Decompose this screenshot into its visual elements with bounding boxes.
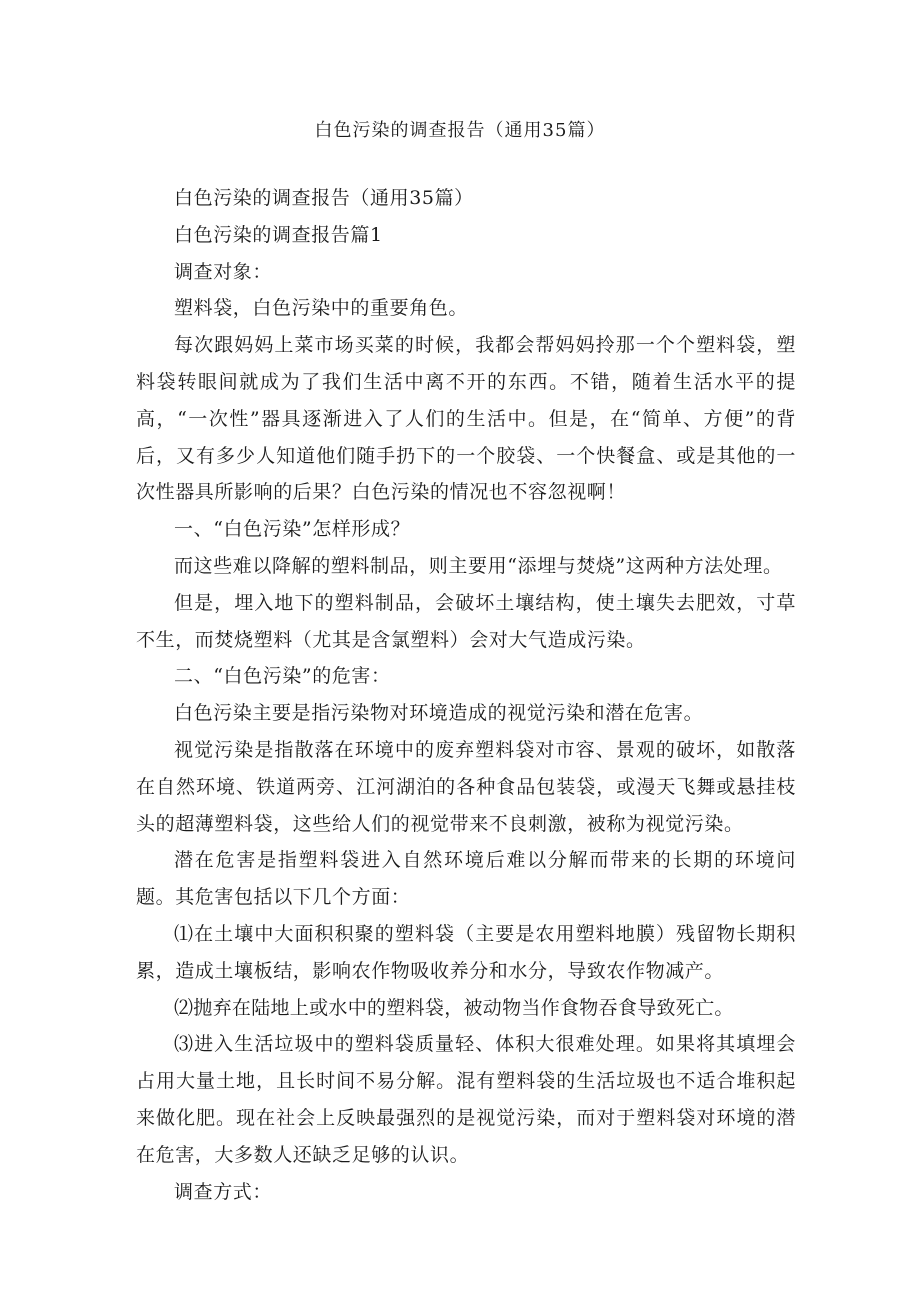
- paragraph: 但是，埋入地下的塑料制品，会破坏土壤结构，使土壤失去肥效，寸草不生，而焚烧塑料（尤其是含氯塑料）会对大气造成污染。: [136, 591, 796, 651]
- paragraph-method-label: 调查方式：: [174, 1180, 273, 1203]
- paragraph-list-item: ⑵抛弃在陆地上或水中的塑料袋，被动物当作食物吞食导致死亡。: [174, 996, 734, 1019]
- document-title: 白色污染的调查报告（通用35篇）: [314, 120, 606, 141]
- paragraph: 白色污染主要是指污染物对环境造成的视觉污染和潜在危害。: [174, 702, 704, 725]
- paragraph: 潜在危害是指塑料袋进入自然环境后难以分解而带来的长期的环境问题。其危害包括以下几个方面：: [136, 849, 796, 909]
- paragraph-section-title: 白色污染的调查报告篇1: [174, 223, 383, 246]
- paragraph: 每次跟妈妈上菜市场买菜的时候，我都会帮妈妈拎那一个个塑料袋，塑料袋转眼间就成为了我们生活中离不开的东西。不错，随着生活水平的提高，“一次性”器具逐渐进入了人们的生活中。但是，在“简单、方便”的背后，又有多少人知道他们随手扔下的一个胶袋、一个快餐盒、或是其他的一次性器具所影响的后果？白色污染的情况也不容忽视啊！: [136, 334, 796, 504]
- paragraph-list-item: ⑶进入生活垃圾中的塑料袋质量轻、体积大很难处理。如果将其填埋会占用大量土地，且长时间不易分解。混有塑料袋的生活垃圾也不适合堆积起来做化肥。现在社会上反映最强烈的是视觉污染，而对于塑料袋对环境的潜在危害，大多数人还缺乏足够的认识。: [136, 1033, 796, 1166]
- paragraph-subheading: 一、“白色污染”怎样形成？: [174, 518, 411, 541]
- paragraph: 塑料袋，白色污染中的重要角色。: [174, 297, 469, 320]
- paragraph-heading: 白色污染的调查报告（通用35篇）: [174, 187, 474, 209]
- document-body: [136, 180, 796, 1210]
- paragraph: 视觉污染是指散落在环境中的废弃塑料袋对市容、景观的破坏，如散落在自然环境、铁道两旁、江河湖泊的各种食品包装袋，或漫天飞舞或悬挂枝头的超薄塑料袋，这些给人们的视觉带来不良刺激，被称为视觉污染。: [136, 738, 796, 835]
- paragraph-subheading: 二、“白色污染”的危害：: [174, 665, 391, 688]
- paragraph-subject-label: 调查对象：: [174, 260, 273, 283]
- paragraph-list-item: ⑴在土壤中大面积积聚的塑料袋（主要是农用塑料地膜）残留物长期积累，造成土壤板结，影响农作物吸收养分和水分，导致农作物减产。: [136, 922, 796, 982]
- paragraph: 而这些难以降解的塑料制品，则主要用“添埋与焚烧”这两种方法处理。: [174, 554, 783, 577]
